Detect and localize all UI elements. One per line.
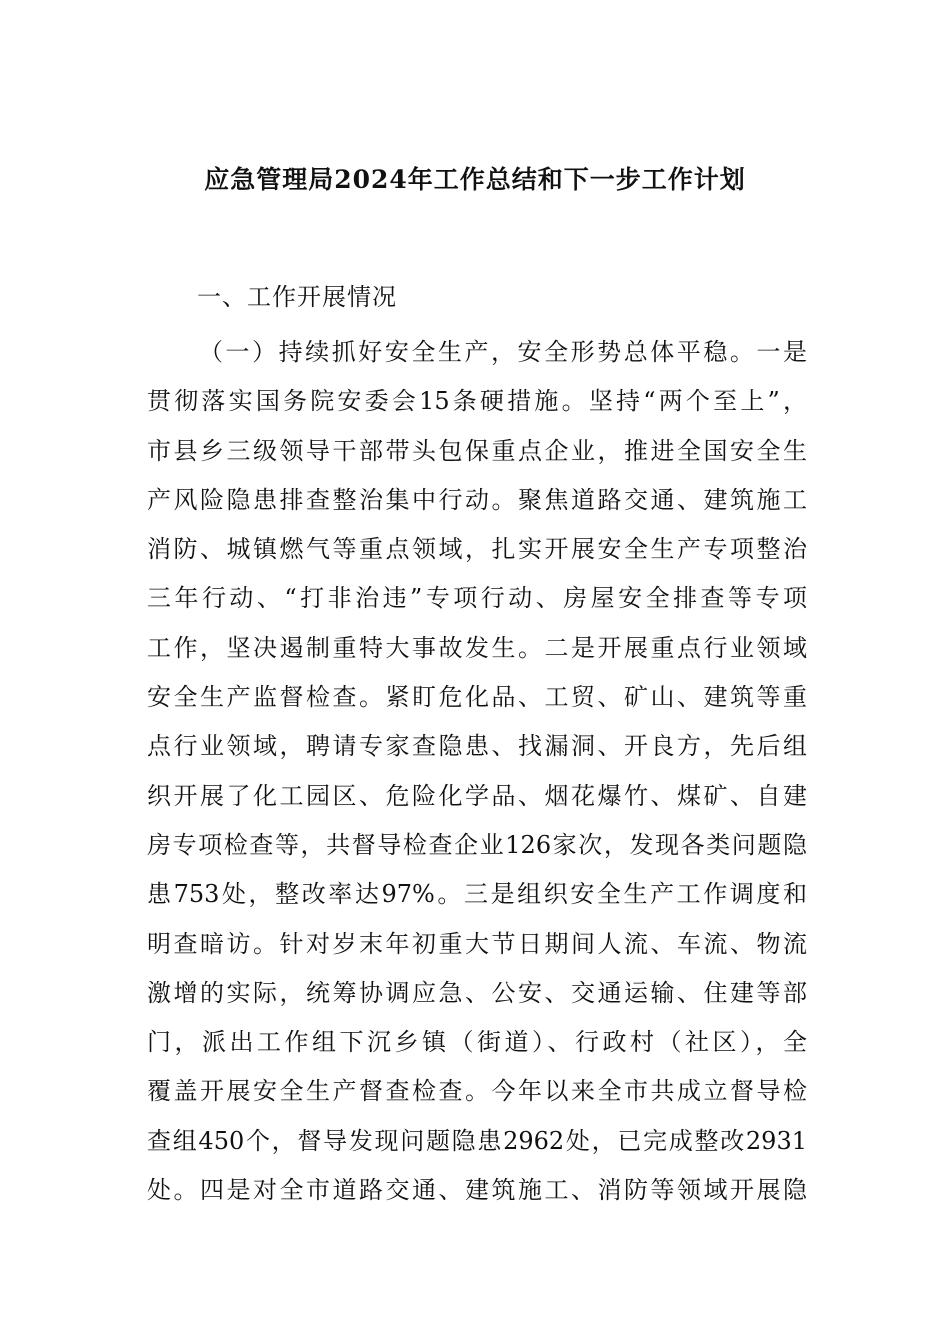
body-line: 工作，坚决遏制重特大事故发生。二是开展重点行业领域: [147, 633, 807, 662]
body-line: （一）持续抓好安全生产，安全形势总体平稳。一是: [199, 338, 807, 366]
body-line: 激增的实际，统筹协调应急、公安、交通运输、住建等部: [147, 978, 807, 1007]
body-line: 消防、城镇燃气等重点领域，扎实开展安全生产专项整治: [147, 535, 807, 564]
body-line: 处。四是对全市道路交通、建筑施工、消防等领域开展隐: [147, 1176, 807, 1205]
body-line: 产风险隐患排查整治集中行动。聚焦道路交通、建筑施工: [147, 485, 807, 514]
body-line: 点行业领域，聘请专家查隐患、找漏洞、开良方，先后组: [147, 732, 807, 761]
document-title: 应急管理局2024年工作总结和下一步工作计划: [204, 165, 746, 194]
body-line: 覆盖开展安全生产督查检查。今年以来全市共成立督导检: [147, 1077, 807, 1106]
body-line: 门，派出工作组下沉乡镇（街道）、行政村（社区），全: [147, 1028, 807, 1057]
section-heading: 一、工作开展情况: [197, 283, 397, 311]
body-line: 织开展了化工园区、危险化学品、烟花爆竹、煤矿、自建: [147, 781, 807, 810]
body-line: 患753处，整改率达97%。三是组织安全生产工作调度和: [147, 880, 807, 909]
body-line: 贯彻落实国务院安委会15条硬措施。坚持“两个至上”，: [147, 387, 807, 416]
body-line: 房专项检查等，共督导检查企业126家次，发现各类问题隐: [147, 830, 807, 859]
body-line: 三年行动、“打非治违”专项行动、房屋安全排查等专项: [147, 584, 807, 613]
body-paragraph: [147, 328, 807, 1215]
body-line: 明查暗访。针对岁末年初重大节日期间人流、车流、物流: [147, 929, 807, 958]
body-line: 市县乡三级领导干部带头包保重点企业，推进全国安全生: [147, 436, 807, 465]
body-line: 安全生产监督检查。紧盯危化品、工贸、矿山、建筑等重: [147, 683, 807, 712]
body-line: 查组450个，督导发现问题隐患2962处，已完成整改2931: [147, 1126, 807, 1155]
